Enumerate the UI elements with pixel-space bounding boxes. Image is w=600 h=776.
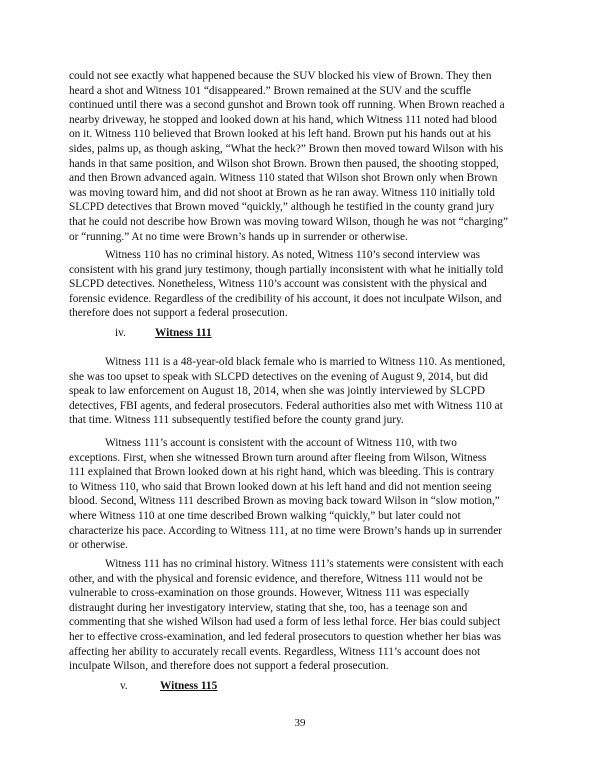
paragraph-witness-110-account	[69, 69, 545, 244]
text-line: other, and with the physical and forensic evidence, and therefore, Witness 111 would not be	[69, 572, 483, 585]
text-line: on it. Witness 110 believed that Brown looked at his left hand. Brown put his hands out at his	[69, 128, 491, 141]
text-line: or “running.” At no time were Brown’s hands up in surrender or otherwise.	[69, 230, 408, 243]
text-line: sides, palms up, as though asking, “What the heck?” Brown then moved toward Wilson with his	[69, 142, 504, 155]
text-line: Witness 111 has no criminal history. Witness 111’s statements were consistent with each	[105, 558, 504, 570]
text-line: detectives, FBI agents, and federal prosecutors. Federal authorities also met with Witness 110 at	[69, 399, 503, 412]
text-line: heard a shot and Witness 101 “disappeared.” Brown remained at the SUV and the scuffle	[69, 84, 472, 97]
text-line: where Witness 110 at one time described Brown walking “quickly,” but later could not	[69, 509, 461, 522]
text-line: characterize his pace. According to Witness 111, at no time were Brown’s hands up in surrender	[69, 524, 502, 537]
paragraph-witness-111-credibility	[69, 557, 545, 674]
text-line: vulnerable to cross-examination on those grounds. However, Witness 111 was especially	[69, 587, 470, 600]
text-line: she was too upset to speak with SLCPD detectives on the evening of August 9, 2014, but did	[69, 370, 488, 383]
section-number: v.	[120, 680, 128, 692]
text-line: that he could not describe how Brown was moving toward Wilson, though he was not “charging”	[69, 215, 508, 228]
text-line: 111 explained that Brown looked down at his right hand, which was bleeding. This is contrary	[69, 466, 495, 479]
section-number: iv.	[115, 327, 126, 339]
text-line: hands in that same position, and Wilson shot Brown. Brown then paused, the shooting stopped,	[69, 157, 499, 170]
text-line: inculpate Wilson, and therefore does not support a federal prosecution.	[69, 660, 389, 673]
text-line: or otherwise.	[69, 539, 128, 552]
text-line: blood. Second, Witness 111 described Brown as moving back toward Wilson in “slow motion,”	[69, 495, 500, 508]
text-line: consistent with his grand jury testimony, though partially inconsistent with what he initially told	[69, 263, 504, 276]
section-title: Witness 115	[160, 680, 218, 692]
text-line: Witness 111’s account is consistent with the account of Witness 110, with two	[105, 437, 457, 449]
text-line: Witness 111 is a 48-year-old black female who is married to Witness 110. As mentioned,	[105, 356, 506, 368]
text-line: Witness 110 has no criminal history. As noted, Witness 110’s second interview was	[105, 249, 481, 261]
text-line: to Witness 110, who said that Brown looked down at his left hand and did not mention seeing	[69, 480, 492, 493]
text-line: nearby driveway, he stopped and looked down at his hand, which Witness 111 noted had blood	[69, 113, 497, 126]
section-title: Witness 111	[155, 327, 212, 339]
section-heading-witness-115	[120, 679, 217, 694]
text-line: was moving toward him, and did not shoot at Brown as he ran away. Witness 110 initially told	[69, 186, 495, 199]
text-line: that time. Witness 111 subsequently testified before the county grand jury.	[69, 414, 404, 427]
paragraph-witness-111-intro	[69, 355, 545, 428]
paragraph-witness-111-account	[69, 436, 545, 553]
text-line: continued until there was a second gunshot and Brown took off running. When Brown reached a	[69, 99, 505, 112]
text-line: exceptions. First, when she witnessed Brown turn around after fleeing from Wilson, Witness	[69, 451, 487, 464]
text-line: commenting that she wished Wilson had used a form of less lethal force. Her bias could subject	[69, 616, 501, 629]
page-number: 39	[294, 717, 306, 729]
text-line: SLCPD detectives. Nonetheless, Witness 110’s account was consistent with the physical and	[69, 278, 487, 291]
text-line: could not see exactly what happened because the SUV blocked his view of Brown. They then	[69, 70, 492, 82]
text-line: SLCPD detectives that Brown moved “quickly,” although he testified in the county grand jury	[69, 201, 495, 214]
text-line: distraught during her investigatory interview, stating that she, too, has a teenage son and	[69, 601, 468, 614]
text-line: and then Brown advanced again. Witness 110 stated that Wilson shot Brown only when Brown	[69, 172, 498, 185]
text-line: therefore does not support a federal prosecution.	[69, 307, 288, 320]
text-line: her to effective cross-examination, and led federal prosecutors to question whether her bias was	[69, 630, 502, 643]
text-line: affecting her ability to accurately recall events. Regardless, Witness 111’s account does not	[69, 645, 481, 658]
text-line: forensic evidence. Regardless of the credibility of his account, it does not inculpate Wilson, and	[69, 292, 502, 305]
paragraph-witness-110-credibility	[69, 248, 545, 321]
section-heading-witness-111	[115, 326, 212, 341]
text-line: speak to law enforcement on August 18, 2014, when she was jointly interviewed by SLCPD	[69, 385, 486, 398]
